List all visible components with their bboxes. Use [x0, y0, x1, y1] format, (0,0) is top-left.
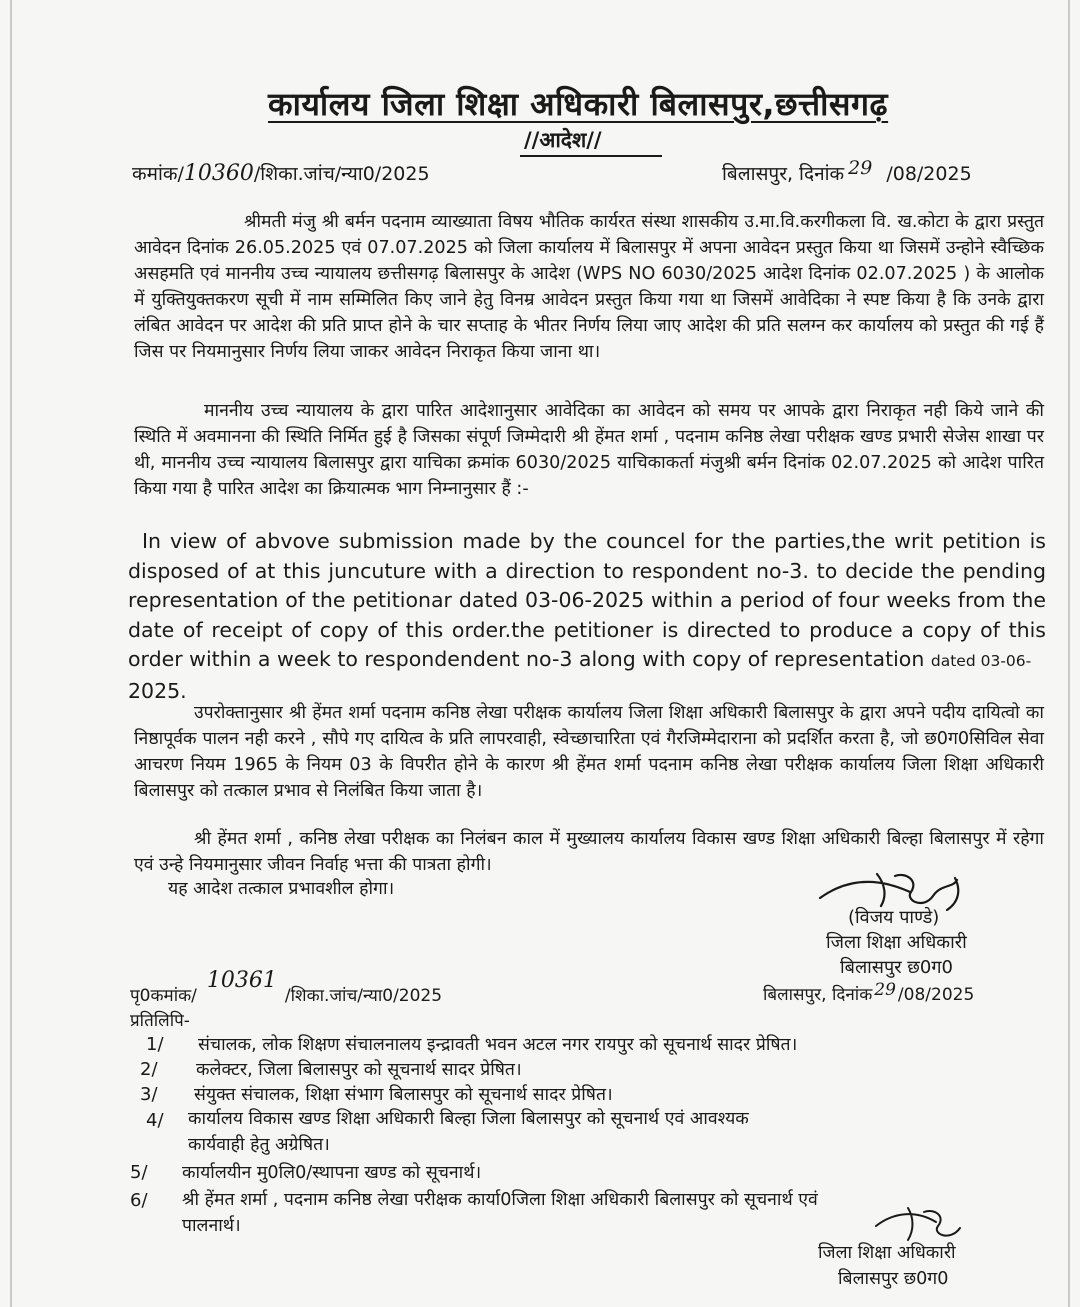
copy-item-3-number: 3/	[140, 1084, 158, 1105]
paragraph-4-text: श्री हेंमत शर्मा , कनिष्ठ लेखा परीक्षक का निलंबन काल में मुख्यालय कार्यालय विकास खण्ड शिक्षा अधिकारी बिल्हा बिलासपुर में रहेगा एवं उन्हे नियमानुसार जीवन निर्वाह भत्ता की पात्रता होगी।	[134, 829, 1044, 875]
copy-item-6-text-continued: पालनार्थ।	[182, 1216, 241, 1236]
order-label-underline	[520, 155, 662, 157]
handwritten-reference-no: 10360	[183, 161, 254, 186]
paragraph-5-text: यह आदेश तत्काल प्रभावशील होगा।	[168, 879, 395, 899]
copy-item-3-text: संयुक्त संचालक, शिक्षा संभाग बिलासपुर को सूचनार्थ सादर प्रेषित।	[194, 1085, 613, 1105]
reference-suffix: /शिका.जांच/न्या0/2025	[253, 163, 430, 185]
paragraph-3-text: उपरोक्तानुसार श्री हेंमत शर्मा पदनाम कनिष्ठ लेखा परीक्षक कार्यालय जिला शिक्षा अधिकारी बिलासपुर के द्वारा अपने पदीय दायित्वो का निष्ठापूर्वक पालन नही करने , सौपे गए दायित्व के प्रति लापरवाही, स्वेच्छाचारिता एवं गैरजिम्मेदाराना को प्रदर्शित करता है, जो छ0ग0सिविल सेवा आचरण नियम 1965 के नियम 03 के विपरीत होने के कारण श्री हेंमत शर्मा पदनाम कनिष्ठ लेखा परीक्षक कार्यालय जिला शिक्षा अधिकारी बिलासपुर को तत्काल प्रभाव से निलंबित किया जाता है।	[134, 703, 1044, 801]
handwritten-endorsement-no: 10361	[206, 968, 277, 993]
signatory-2-place: बिलासपुर छ0ग0	[838, 1269, 949, 1289]
scan-border-left	[10, 0, 12, 1307]
paragraph-1-text: श्रीमती मंजु श्री बर्मन पदनाम व्याख्याता विषय भौतिक कार्यरत संस्था शासकीय उ.मा.वि.करगीकला वि. ख.कोटा के द्वारा प्रस्तुत आवेदन दिनांक 26.05.2025 एवं 07.07.2025 को जिला कार्यालय में बिलासपुर में अपना आवेदन प्रस्तुत किया था जिसमें उन्होने स्वैच्छिक असहमति एवं माननीय उच्च न्यायालय छत्तीसगढ़ बिलासपुर के आदेश (WPS NO 6030/2025 आदेश दिनांक 02.07.2025 ) के आलोक में युक्तियुक्तकरण सूची में नाम सम्मिलित किए जाने हेतु विनम्र आवेदन प्रस्तुत किया गया था जिसमें आवेदिका ने स्पष्ट किया है कि उनके द्वारा लंबित आवेदन पर आदेश की प्रति प्राप्त होने के चार सप्ताह के भीतर निर्णय लिया जाए आदेश की प्रति सलग्न कर कार्यालय को प्रस्तुत की गई हैं जिस पर नियमानुसार निर्णय लिया जाकर आवेदन निराकृत किया जाना था।	[134, 212, 1044, 362]
reference-number	[132, 160, 430, 186]
signatory-2-designation: जिला शिक्षा अधिकारी	[818, 1243, 956, 1263]
copy-item-4-text: कार्यालय विकास खण्ड शिक्षा अधिकारी बिल्हा जिला बिलासपुर को सूचनार्थ एवं आवश्यक	[188, 1109, 749, 1129]
endorsement-date-prefix: बिलासपुर, दिनांक	[763, 985, 873, 1005]
paragraph-2-text: माननीय उच्च न्यायालय के द्वारा पारित आदेशानुसार आवेदिका का आवेदन को समय पर आपके द्वारा निराकृत नही किये जाने की स्थिति में अवमानना की स्थिति निर्मित हुई है जिसका संपूर्ण जिम्मेदारी श्री हेंमत शर्मा , पदनाम कनिष्ठ लेखा परीक्षक खण्ड प्रभारी सेजेस शाखा पर थी, माननीय उच्च न्यायालय बिलासपुर द्वारा याचिका क्रमांक 6030/2025 याचिकाकर्ता मंजुश्री बर्मन दिनांक 02.07.2025 को आदेश पारित किया गया है पारित आदेश का क्रियात्मक भाग निम्नानुसार हैं :-	[134, 401, 1044, 499]
court-order-year: 2025.	[128, 678, 187, 703]
signatory-designation: जिला शिक्षा अधिकारी	[826, 932, 967, 953]
date-suffix: /08/2025	[886, 163, 972, 185]
copy-item-1-text: संचालक, लोक शिक्षण संचालनालय इन्द्रावती भवन अटल नगर रायपुर को सूचनार्थ सादर प्रेषित।	[198, 1035, 798, 1055]
court-order-extract	[128, 527, 1046, 706]
endorsement-number	[130, 968, 443, 1007]
body-paragraph-2	[134, 398, 1044, 502]
copy-item-1-number: 1/	[146, 1034, 164, 1055]
order-label: //आदेश//	[524, 128, 602, 152]
signatory-name: (विजय पाण्डे)	[848, 907, 940, 928]
copy-item-6-number: 6/	[130, 1190, 148, 1211]
copy-item-6-text: श्री हेंमत शर्मा , पदनाम कनिष्ठ लेखा परीक्षक कार्या0जिला शिक्षा अधिकारी बिलासपुर को सूचनार्थ एवं	[182, 1190, 818, 1210]
handwritten-date: 29	[848, 157, 873, 179]
reference-prefix: कमांक/	[132, 163, 184, 185]
reference-date	[722, 157, 972, 186]
endorsement-date-suffix: /08/2025	[897, 985, 975, 1005]
date-prefix: बिलासपुर, दिनांक	[722, 163, 845, 185]
body-paragraph-3	[134, 700, 1044, 804]
endorsement-handwritten-date: 29	[874, 980, 896, 1000]
copy-item-2-text: कलेक्टर, जिला बिलासपुर को सूचनार्थ सादर प्रेषित।	[196, 1060, 522, 1080]
scan-border-right	[1068, 0, 1070, 1307]
copy-item-5-text: कार्यालयीन मु0लि0/स्थापना खण्ड को सूचनार्थ।	[182, 1163, 482, 1183]
signatory-place: बिलासपुर छ0ग0	[840, 957, 953, 978]
copy-item-4-number: 4/	[146, 1110, 164, 1131]
court-order-date-tail: dated 03-06-	[930, 652, 1032, 670]
endorsement-date	[763, 982, 974, 1005]
copy-item-4-text-continued: कार्यवाही हेतु अग्रेषित।	[188, 1135, 330, 1155]
court-order-text: In view of abvove submission made by the councel for the parties,the writ petition is disposed of at this juncuture with a direction to respondent no-3. to decide the pending representation of the petitionar dated 03-06-2025 within a period of four weeks from the date of receipt of copy of this order.the petitioner is directed to produce a copy of this order within a week to respondendent no-3 along with copy of representation	[128, 529, 1046, 671]
endorsement-prefix: पृ0कमांक/	[130, 986, 197, 1006]
copy-item-5-number: 5/	[130, 1162, 148, 1183]
office-title: कार्यालय जिला शिक्षा अधिकारी बिलासपुर,छत्तीसगढ़	[268, 85, 889, 123]
body-paragraph-1	[134, 209, 1044, 365]
copy-item-2-number: 2/	[140, 1059, 158, 1080]
copy-to-label: प्रतिलिपि-	[130, 1011, 190, 1031]
endorsement-suffix: /शिका.जांच/न्या0/2025	[284, 986, 443, 1006]
